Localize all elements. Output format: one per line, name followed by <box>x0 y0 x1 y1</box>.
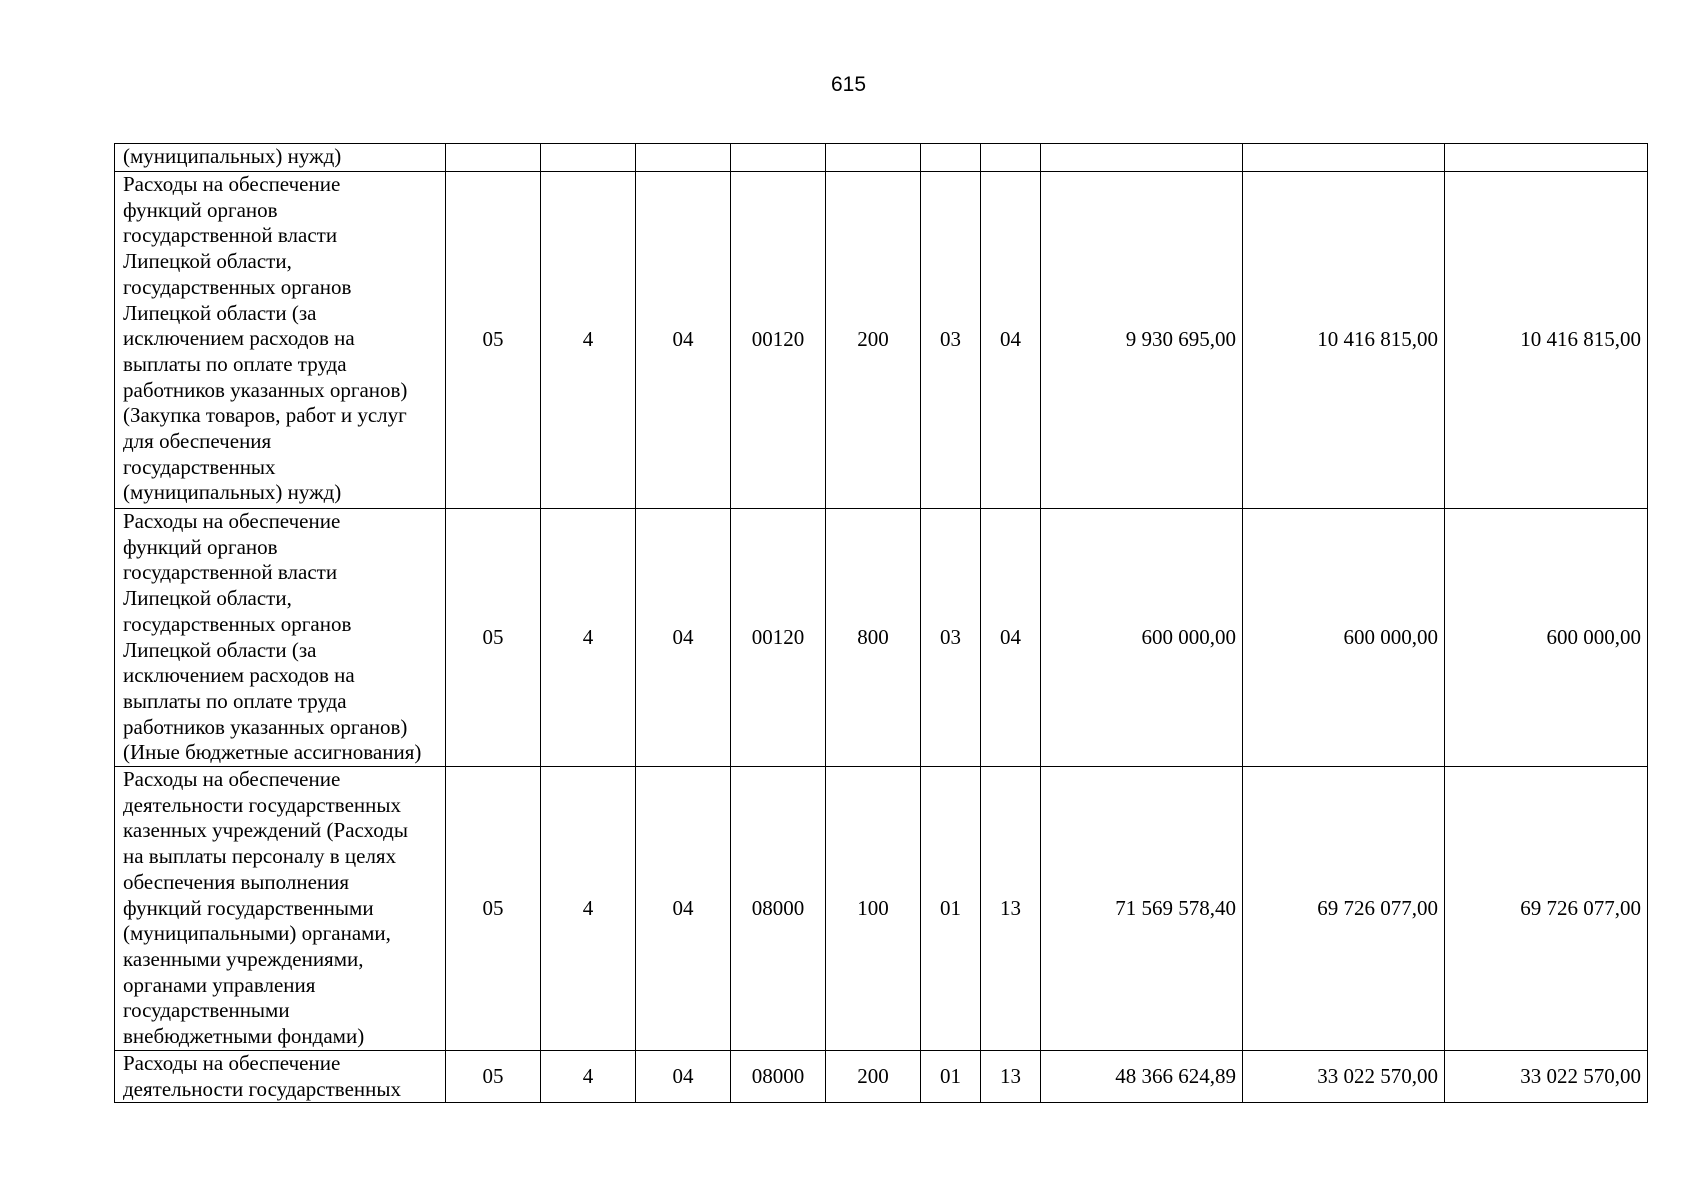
expense-name-line: Расходы на обеспечение <box>123 767 341 792</box>
expense-name-line: Липецкой области (за <box>123 637 317 662</box>
expense-name-line: (муниципальных) нужд) <box>123 480 342 505</box>
expense-name-cell <box>115 767 446 1051</box>
ministry-code-cell: 05 <box>446 509 541 767</box>
expense-name-cell <box>115 144 446 172</box>
expense-type-code-cell <box>826 144 921 172</box>
ministry-code-cell: 05 <box>446 1051 541 1103</box>
expense-name-line: государственной власти <box>123 223 338 248</box>
expense-name-line: функций органов <box>123 534 278 559</box>
program-code-cell: 4 <box>541 509 636 767</box>
expense-name-cell <box>115 509 446 767</box>
subprogram-code-cell: 04 <box>636 1051 731 1103</box>
expense-name-line: работников указанных органов) <box>123 377 408 402</box>
amount-year-3-cell: 10 416 815,00 <box>1445 172 1648 509</box>
amount-year-1-cell <box>1041 144 1243 172</box>
expense-name-line: (муниципальных) нужд) <box>123 144 342 168</box>
expense-name-line: Расходы на обеспечение <box>123 1051 341 1076</box>
amount-year-1-cell: 600 000,00 <box>1041 509 1243 767</box>
subprogram-code-cell: 04 <box>636 509 731 767</box>
ministry-code-cell: 05 <box>446 767 541 1051</box>
expense-name-line: (Иные бюджетные ассигнования) <box>123 740 422 765</box>
expense-name-line: Липецкой области, <box>123 249 292 274</box>
subprogram-code-cell <box>636 144 731 172</box>
expense-name-line: органами управления <box>123 972 316 997</box>
expense-name-line: государственных органов <box>123 274 352 299</box>
expense-name-line: обеспечения выполнения <box>123 869 350 894</box>
program-code-cell: 4 <box>541 172 636 509</box>
subprogram-code-cell: 04 <box>636 767 731 1051</box>
direction-code-cell: 08000 <box>731 767 826 1051</box>
expense-name-cell <box>115 172 446 509</box>
amount-year-1-cell: 48 366 624,89 <box>1041 1051 1243 1103</box>
expense-name-line: выплаты по оплате труда <box>123 688 347 713</box>
program-code-cell: 4 <box>541 1051 636 1103</box>
subprogram-code-cell: 04 <box>636 172 731 509</box>
direction-code-cell: 00120 <box>731 509 826 767</box>
expense-name-line: государственной власти <box>123 560 338 585</box>
expense-name-line: государственных <box>123 454 276 479</box>
expense-name-line: деятельности государственных <box>123 1076 402 1101</box>
direction-code-cell: 08000 <box>731 1051 826 1103</box>
expense-name-line: казенными учреждениями, <box>123 946 364 971</box>
expense-type-code-cell: 100 <box>826 767 921 1051</box>
expense-name-line: деятельности государственных <box>123 792 402 817</box>
expense-name-line: Липецкой области, <box>123 586 292 611</box>
expense-name-line: Расходы на обеспечение <box>123 509 341 533</box>
section-code-cell <box>921 144 981 172</box>
expense-type-code-cell: 200 <box>826 1051 921 1103</box>
subsection-code-cell: 04 <box>981 509 1041 767</box>
table-row <box>115 767 1648 1051</box>
table-row <box>115 509 1648 767</box>
subsection-code-cell <box>981 144 1041 172</box>
section-code-cell: 01 <box>921 1051 981 1103</box>
subsection-code-cell: 04 <box>981 172 1041 509</box>
table-row <box>115 1051 1648 1103</box>
amount-year-3-cell <box>1445 144 1648 172</box>
expense-name-line: государственных органов <box>123 611 352 636</box>
ministry-code-cell <box>446 144 541 172</box>
section-code-cell: 01 <box>921 767 981 1051</box>
amount-year-1-cell: 9 930 695,00 <box>1041 172 1243 509</box>
subsection-code-cell: 13 <box>981 1051 1041 1103</box>
section-code-cell: 03 <box>921 172 981 509</box>
program-code-cell <box>541 144 636 172</box>
expense-type-code-cell: 800 <box>826 509 921 767</box>
expense-name-line: (Закупка товаров, работ и услуг <box>123 403 407 428</box>
subsection-code-cell: 13 <box>981 767 1041 1051</box>
expense-type-code-cell: 200 <box>826 172 921 509</box>
section-code-cell: 03 <box>921 509 981 767</box>
amount-year-3-cell: 33 022 570,00 <box>1445 1051 1648 1103</box>
table-row <box>115 144 1648 172</box>
expense-name-line: для обеспечения <box>123 429 272 454</box>
expense-name-line: исключением расходов на <box>123 663 355 688</box>
amount-year-2-cell: 33 022 570,00 <box>1243 1051 1445 1103</box>
expense-name-line: функций государственными <box>123 895 374 920</box>
expense-name-line: выплаты по оплате труда <box>123 351 347 376</box>
expense-name-line: работников указанных органов) <box>123 714 408 739</box>
direction-code-cell: 00120 <box>731 172 826 509</box>
program-code-cell: 4 <box>541 767 636 1051</box>
amount-year-2-cell: 10 416 815,00 <box>1243 172 1445 509</box>
ministry-code-cell: 05 <box>446 172 541 509</box>
expense-name-line: на выплаты персоналу в целях <box>123 844 397 869</box>
direction-code-cell <box>731 144 826 172</box>
expense-name-cell <box>115 1051 446 1103</box>
expense-name-line: государственными <box>123 998 290 1023</box>
expense-name-line: Расходы на обеспечение <box>123 172 341 196</box>
amount-year-3-cell: 69 726 077,00 <box>1445 767 1648 1051</box>
table-row <box>115 172 1648 509</box>
expense-name-line: исключением расходов на <box>123 326 355 351</box>
expense-name-line: внебюджетными фондами) <box>123 1024 365 1049</box>
amount-year-3-cell: 600 000,00 <box>1445 509 1648 767</box>
expense-name-line: казенных учреждений (Расходы <box>123 818 408 843</box>
amount-year-1-cell: 71 569 578,40 <box>1041 767 1243 1051</box>
budget-table <box>114 143 1648 1103</box>
page-number: 615 <box>830 73 867 96</box>
expense-name-line: функций органов <box>123 197 278 222</box>
expense-name-line: (муниципальными) органами, <box>123 921 391 946</box>
amount-year-2-cell: 69 726 077,00 <box>1243 767 1445 1051</box>
expense-name-line: Липецкой области (за <box>123 300 317 325</box>
amount-year-2-cell <box>1243 144 1445 172</box>
amount-year-2-cell: 600 000,00 <box>1243 509 1445 767</box>
